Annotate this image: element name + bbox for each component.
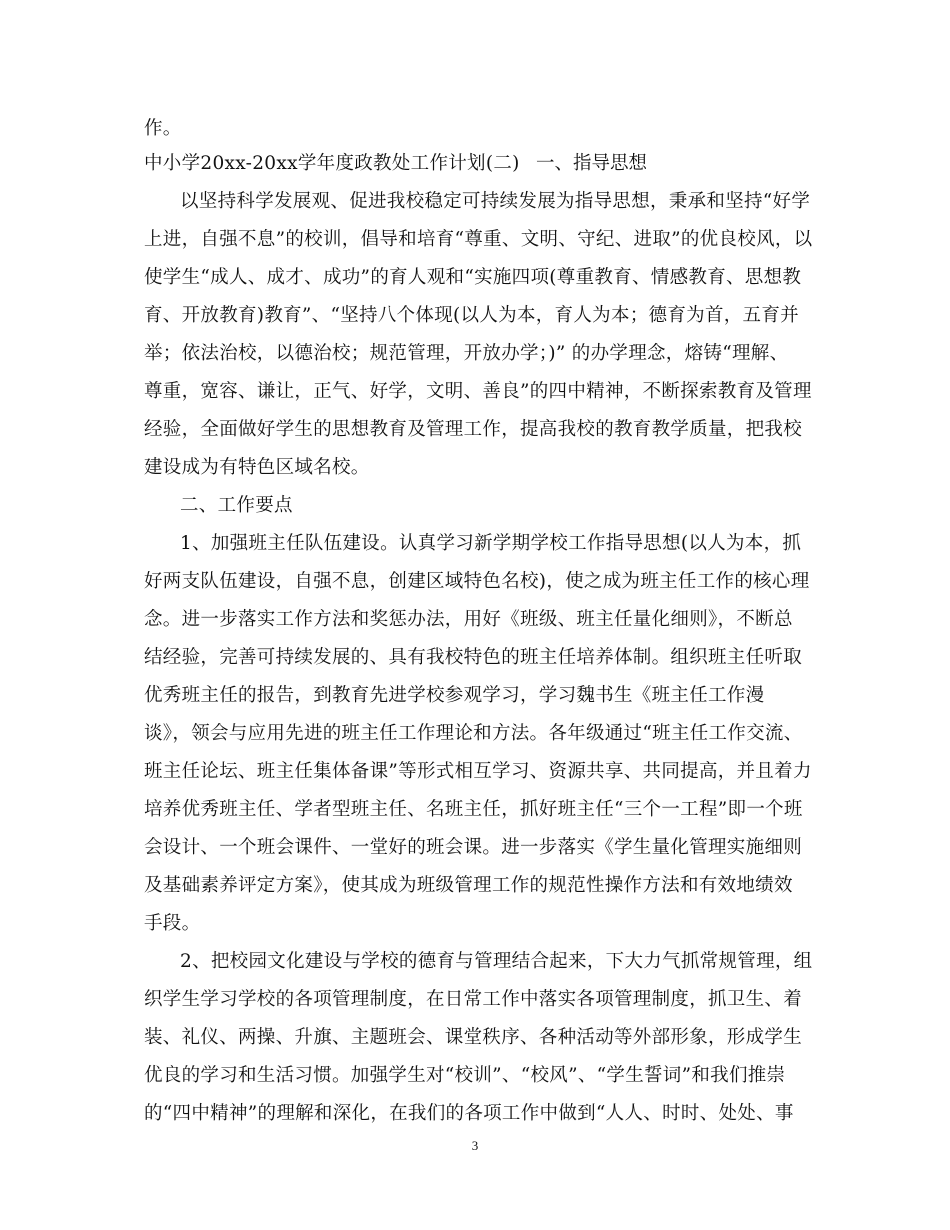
text-line: 上进，自强不息”的校训，倡导和培育“尊重、文明、守纪、进取”的优良校风，以 xyxy=(144,229,813,250)
text-line: 以坚持科学发展观、促进我校稳定可持续发展为指导思想，秉承和坚持“好学 xyxy=(180,191,811,212)
text-line: 培养优秀班主任、学者型班主任、名班主任，抓好班主任“三个一工程”即一个班 xyxy=(144,799,803,820)
text-line: 经验，全面做好学生的思想教育及管理工作，提高我校的教育教学质量，把我校 xyxy=(144,419,803,440)
text-line: 手段。 xyxy=(144,913,201,934)
text-line: 的“四中精神”的理解和深化，在我们的各项工作中做到“人人、时时、处处、事 xyxy=(144,1103,794,1124)
text-line: 装、礼仪、两操、升旗、主题班会、课堂秩序、各种活动等外部形象，形成学生 xyxy=(144,1027,803,1048)
text-line: 优良的学习和生活习惯。加强学生对“校训”、“校风”、“学生誓词”和我们推崇 xyxy=(144,1065,786,1086)
text-line: 建设成为有特色区域名校。 xyxy=(144,457,370,478)
text-line: 尊重，宽容、谦让，正气、好学，文明、善良”的四中精神，不断探索教育及管理 xyxy=(144,381,812,402)
text-line: 2、把校园文化建设与学校的德育与管理结合起来，下大力气抓常规管理，组 xyxy=(180,951,813,972)
page-number: 3 xyxy=(471,1138,479,1153)
text-line: 结经验，完善可持续发展的、具有我校特色的班主任培养体制。组织班主任听取 xyxy=(144,647,803,668)
document-title: 中小学20xx-20xx学年度政教处工作计划(二) xyxy=(144,153,520,174)
text-line: 使学生“成人、成才、成功”的育人观和“实施四项(尊重教育、情感教育、思想教 xyxy=(144,267,802,288)
text-line: 谈》，领会与应用先进的班主任工作理论和方法。各年级通过“班主任工作交流、 xyxy=(144,723,803,744)
text-line: 好两支队伍建设，自强不息，创建区域特色名校)，使之成为班主任工作的核心理 xyxy=(144,571,810,592)
text-line: 举；依法治校，以德治校；规范管理，开放办学；)” 的办学理念，熔铸“理解、 xyxy=(144,343,789,364)
text-line: 及基础素养评定方案》，使其成为班级管理工作的规范性操作方法和有效地绩效 xyxy=(144,875,793,896)
text-line: 念。进一步落实工作方法和奖惩办法，用好《班级、班主任量化细则》，不断总 xyxy=(144,609,793,630)
text-line: 1、加强班主任队伍建设。认真学习新学期学校工作指导思想(以人为本，抓 xyxy=(180,533,802,554)
section-heading: 二、工作要点 xyxy=(180,495,293,516)
text-line: 会设计、一个班会课件、一堂好的班会课。进一步落实《学生量化管理实施细则 xyxy=(144,837,803,858)
text-line: 育、开放教育)教育”、“坚持八个体现(以人为本，育人为本；德育为首，五育并 xyxy=(144,305,799,326)
text-line: 作。 xyxy=(144,118,182,139)
section-heading: 一、指导思想 xyxy=(536,153,648,174)
text-line: 班主任论坛、班主任集体备课”等形式相互学习、资源共享、共同提高，并且着力 xyxy=(144,761,812,782)
text-line: 优秀班主任的报告，到教育先进学校参观学习，学习魏书生《班主任工作漫 xyxy=(144,685,765,706)
text-line: 织学生学习学校的各项管理制度，在日常工作中落实各项管理制度，抓卫生、着 xyxy=(144,989,803,1010)
